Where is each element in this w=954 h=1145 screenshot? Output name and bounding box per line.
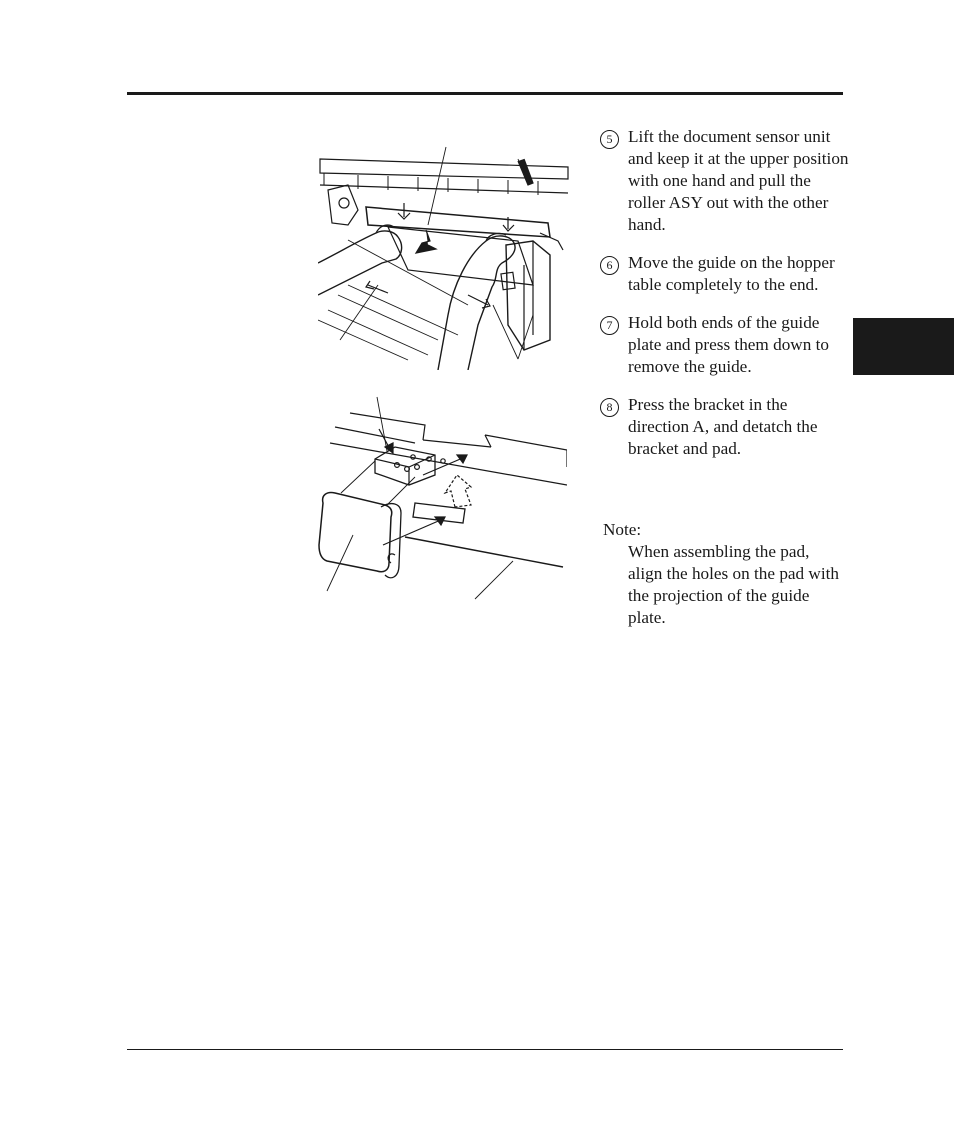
step-number: 5 bbox=[600, 130, 619, 149]
step-7 bbox=[600, 312, 850, 378]
step-text: Press the bracket in the direction A, and detatch the bracket and pad. bbox=[628, 395, 818, 458]
step-text: Hold both ends of the guide plate and press them down to remove the guide. bbox=[628, 313, 829, 376]
note-text: When assembling the pad, align the holes on the pad with the projection of the guide plate. bbox=[628, 542, 839, 627]
step-6 bbox=[600, 252, 850, 296]
step-8 bbox=[600, 394, 850, 460]
note-block bbox=[603, 519, 848, 629]
step-number: 6 bbox=[600, 256, 619, 275]
step-5 bbox=[600, 126, 850, 236]
header-rule bbox=[127, 92, 843, 95]
step-number: 8 bbox=[600, 398, 619, 417]
chapter-tab bbox=[853, 318, 954, 375]
bracket-pad-illustration bbox=[305, 395, 567, 600]
step-text: Move the guide on the hopper table completely to the end. bbox=[628, 253, 835, 294]
procedure-steps bbox=[600, 126, 850, 476]
step-text: Lift the document sensor unit and keep it at the upper position with one hand and pull the roller ASY out with the other hand. bbox=[628, 127, 849, 234]
footer-rule bbox=[127, 1049, 843, 1050]
step-number: 7 bbox=[600, 316, 619, 335]
roller-removal-illustration bbox=[318, 145, 573, 370]
note-label: Note: bbox=[603, 520, 642, 539]
